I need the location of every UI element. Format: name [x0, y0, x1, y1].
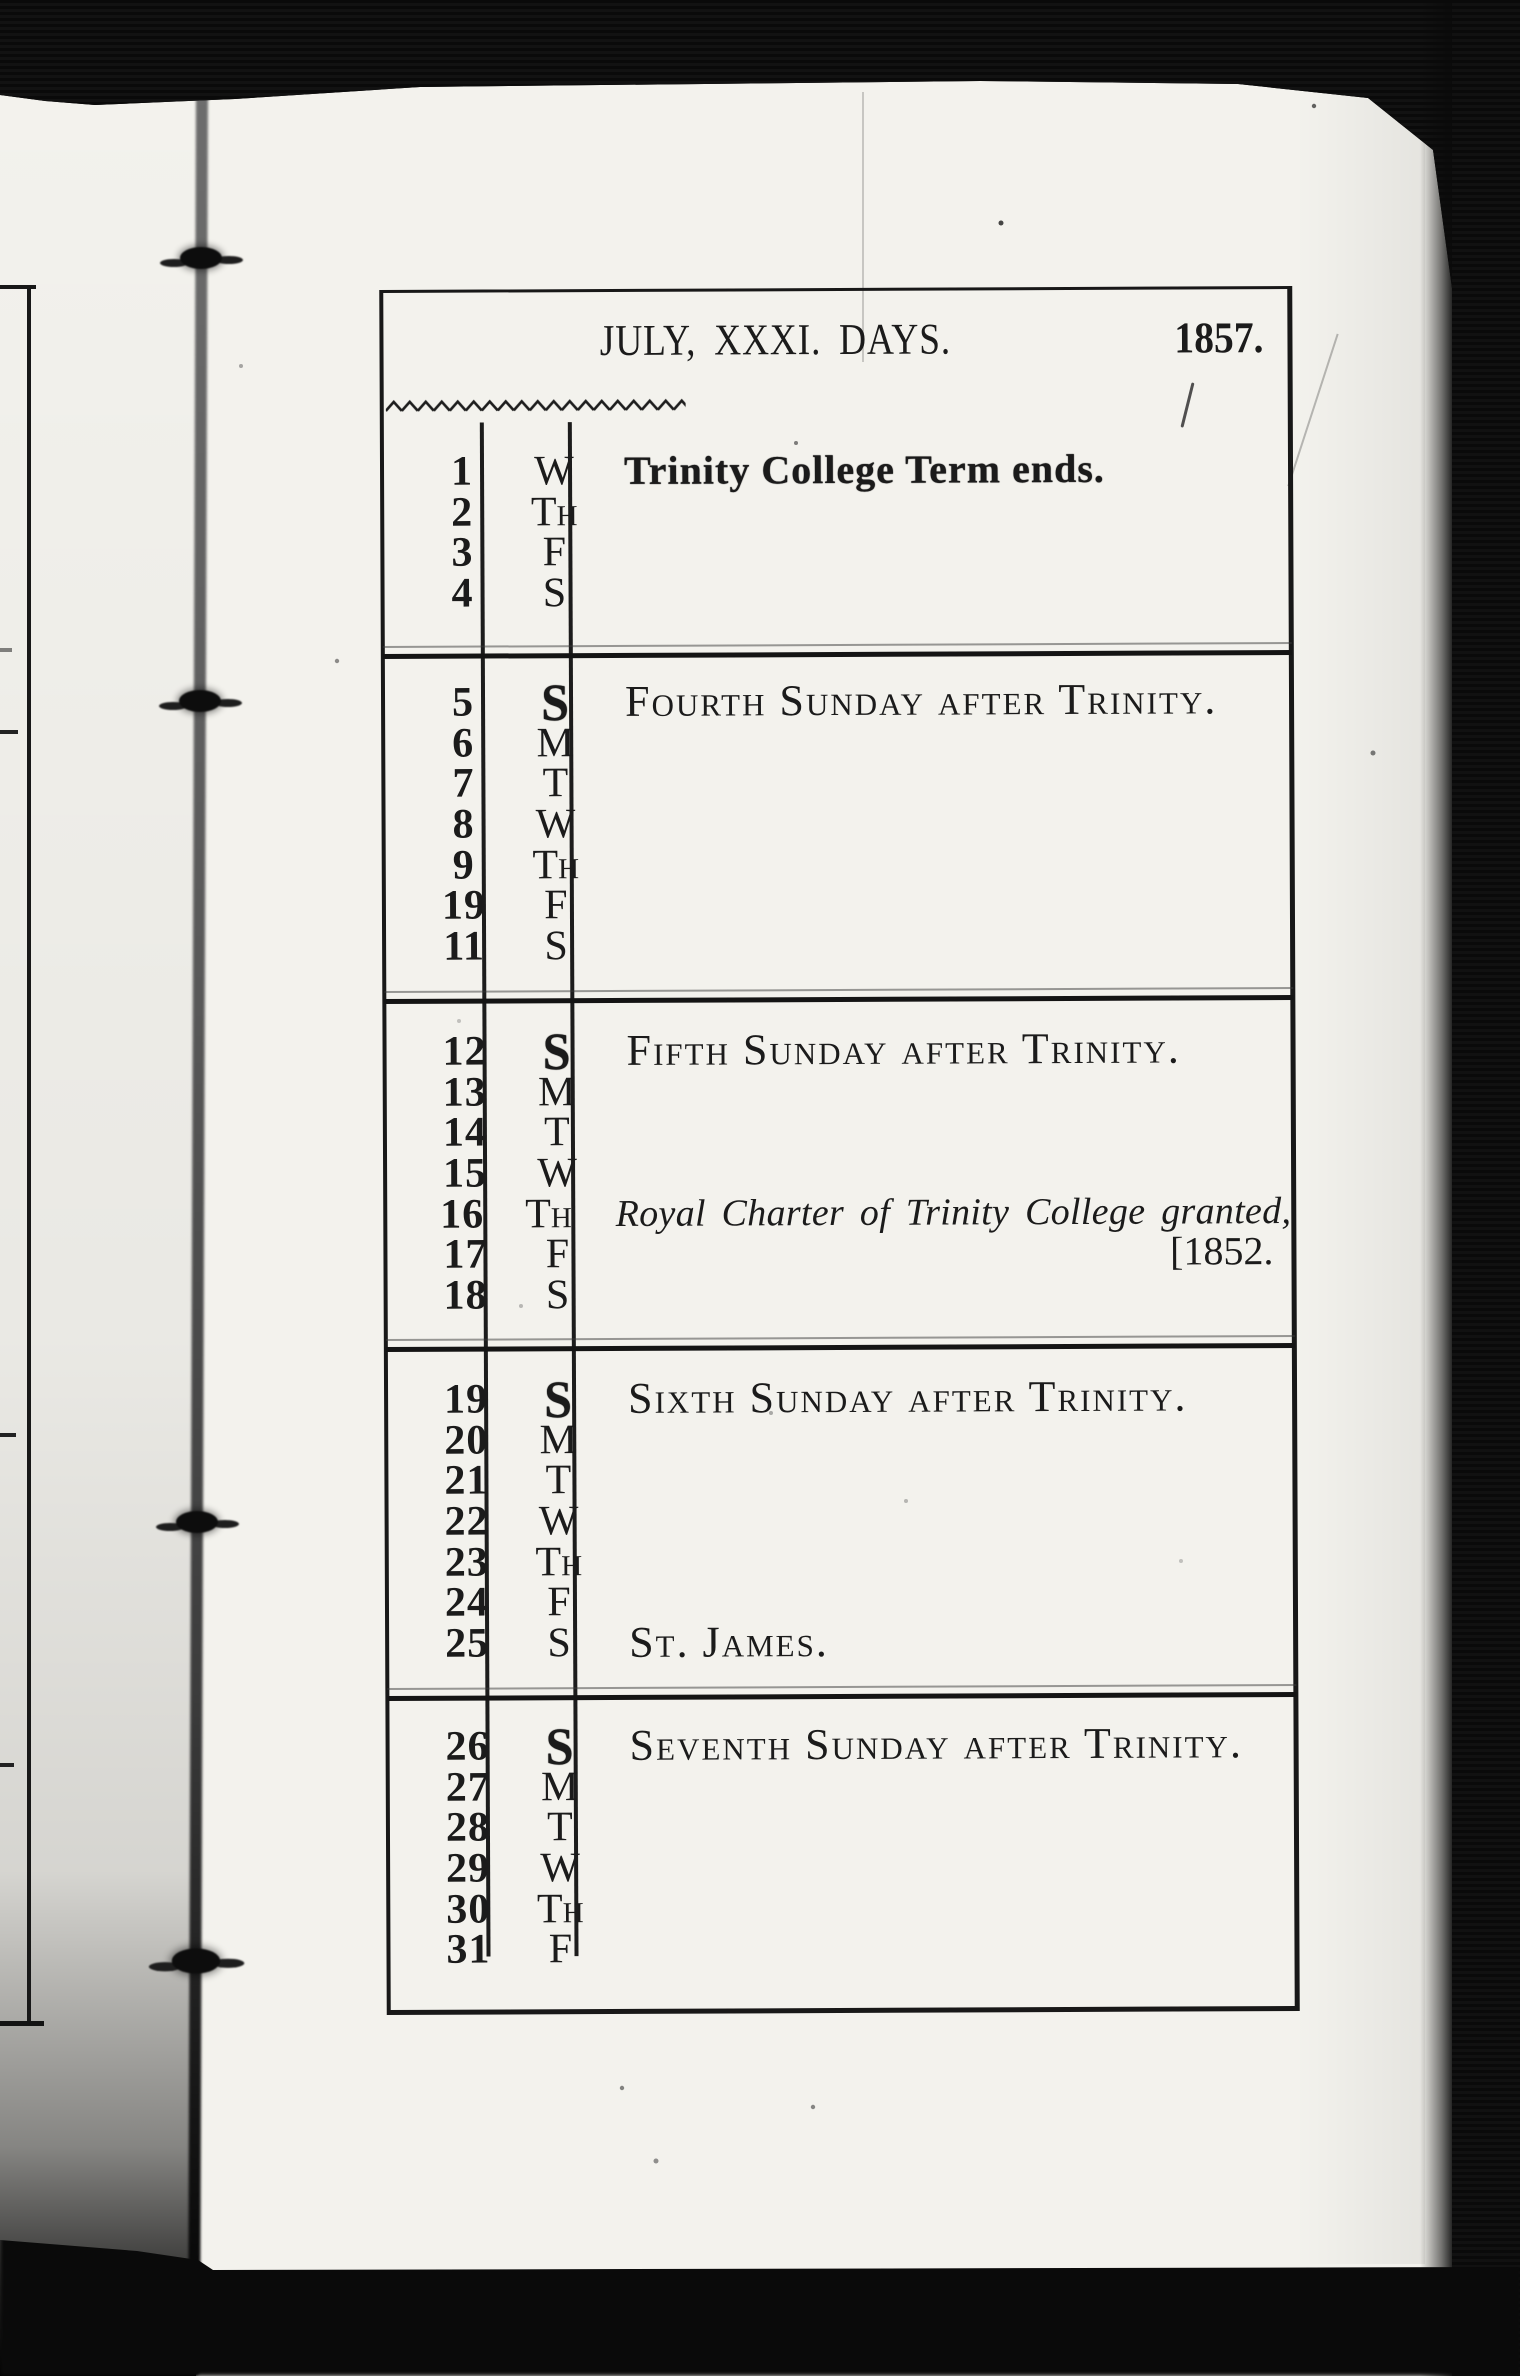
stitch-knot: [179, 690, 221, 712]
calendar-row: [387, 1228, 1291, 1278]
weekday-letter: Th: [535, 1538, 583, 1585]
date-number: 12: [442, 1028, 487, 1075]
date-number: 16: [440, 1191, 485, 1238]
day-note: [603, 1539, 1293, 1583]
day-note: [604, 1926, 1294, 1970]
day-note: [604, 1886, 1294, 1930]
year-label: 1857.: [1174, 313, 1264, 363]
day-note: [602, 1457, 1292, 1501]
day-note: Trinity College Term ends.: [623, 445, 1105, 493]
date-number: 24: [444, 1579, 490, 1626]
weekday-letter: W: [534, 448, 574, 495]
week-separator: [384, 995, 1293, 1004]
weekday-letter: S: [545, 1272, 570, 1319]
scan-right-edge-soft: [1420, 0, 1456, 2376]
week-separator: [386, 1343, 1295, 1352]
day-note: [600, 923, 1290, 967]
calendar-table: [379, 286, 1300, 2015]
calendar-row: [387, 1150, 1291, 1195]
weekday-letter: W: [538, 1498, 579, 1545]
calendar-row: [389, 1579, 1293, 1624]
day-note: [603, 1579, 1293, 1623]
calendar-row: [384, 489, 1288, 534]
day-note: [602, 1417, 1292, 1461]
date-number: 3: [451, 529, 474, 576]
date-number: 22: [444, 1498, 489, 1545]
weekday-letter: W: [535, 801, 576, 848]
weekday-letter: S: [547, 1620, 571, 1667]
facing-page-rule-top: [0, 285, 36, 289]
week-block-3: [386, 1021, 1292, 1319]
saint-day-note: St. James.: [629, 1616, 829, 1667]
date-number: 31: [446, 1926, 491, 1973]
weekday-letter: Th: [530, 488, 578, 535]
day-note: [601, 1109, 1291, 1153]
calendar-row: [388, 1272, 1292, 1317]
weekday-letter: T: [545, 1457, 572, 1504]
day-note: [599, 801, 1289, 845]
sunday-note: Fifth Sunday after Trinity.: [626, 1023, 1181, 1075]
calendar-row: [385, 672, 1289, 732]
calendar-row: [390, 1845, 1294, 1890]
weekday-letter: S: [544, 923, 568, 970]
weekday-letter: T: [543, 1109, 570, 1156]
day-note: [599, 760, 1289, 804]
date-number: 27: [445, 1764, 490, 1811]
weekday-letter: T: [547, 1804, 573, 1851]
calendar-row: [388, 1457, 1292, 1505]
sunday-note: Seventh Sunday after Trinity.: [629, 1718, 1243, 1770]
date-number: 20: [444, 1417, 489, 1464]
calendar-row: [386, 923, 1290, 968]
week-separator: [387, 1692, 1296, 1701]
stitch-knot: [172, 1948, 220, 1973]
date-number: 18: [443, 1272, 488, 1319]
date-number: 21: [444, 1457, 489, 1505]
calendar-row: [385, 760, 1289, 805]
calendar-row: [387, 1191, 1291, 1236]
date-number: 19: [443, 1376, 489, 1423]
sunday-note: Sixth Sunday after Trinity.: [627, 1371, 1188, 1423]
calendar-row: [390, 1764, 1294, 1809]
day-note: [598, 529, 1288, 573]
calendar-row: [390, 1804, 1294, 1852]
weekday-letter: W: [537, 1150, 578, 1197]
day-note: [601, 1069, 1291, 1113]
facing-page-rule-bottom: [0, 2021, 44, 2026]
facing-page-rule: [27, 286, 31, 2026]
week-block-4: [388, 1369, 1293, 1667]
weekday-letter: M: [536, 719, 574, 766]
facing-page-tick: [0, 648, 12, 652]
calendar-row: [389, 1616, 1293, 1667]
day-note: [598, 489, 1288, 533]
week-block-1: [384, 445, 1289, 617]
facing-page-tick: [0, 1433, 16, 1437]
calendar-row: [384, 445, 1288, 495]
date-number: 19: [441, 882, 487, 929]
date-number: 11: [443, 923, 486, 970]
weekday-letter: T: [542, 760, 569, 807]
facing-page-tick: [0, 730, 18, 734]
weekday-letter: M: [537, 1068, 576, 1115]
date-number: 2: [451, 489, 474, 536]
week-block-5: [390, 1716, 1295, 1973]
week-separator: [383, 650, 1292, 659]
scan-top-edge: [0, 0, 1520, 310]
calendar-row: [389, 1498, 1293, 1543]
calendar-row: [386, 842, 1290, 887]
calendar-row: [388, 1417, 1292, 1462]
weekday-letter: F: [542, 529, 567, 576]
sunday-note: Fourth Sunday after Trinity.: [624, 674, 1218, 726]
weekday-letter: F: [547, 1579, 571, 1626]
historical-note: Royal Charter of Trinity College granted,: [615, 1189, 1292, 1235]
weekday-letter: M: [539, 1416, 578, 1463]
scan-right-edge: [1452, 0, 1520, 2376]
day-note: [604, 1845, 1294, 1889]
date-number: 8: [452, 801, 475, 848]
calendar-row: [384, 529, 1288, 574]
sunday-letter: S: [541, 672, 570, 732]
day-note: [601, 1150, 1291, 1194]
sunday-letter: S: [544, 1369, 573, 1429]
date-number: 15: [442, 1150, 488, 1197]
day-note: [602, 1272, 1292, 1316]
facing-page-tick: [0, 1763, 14, 1767]
weekday-letter: M: [540, 1763, 579, 1810]
weekday-letter: F: [548, 1926, 573, 1973]
calendar-row: [390, 1716, 1294, 1776]
date-number: 7: [452, 760, 475, 807]
week-block-2: [385, 672, 1290, 970]
stitch-knot: [176, 1511, 218, 1533]
date-number: 9: [452, 842, 475, 889]
date-number: 28: [445, 1804, 491, 1852]
sunday-letter: S: [542, 1021, 571, 1081]
weekday-letter: W: [540, 1845, 581, 1892]
date-number: 4: [451, 570, 474, 617]
month-title: JULY, XXXI. DAYS.: [599, 314, 952, 366]
date-number: 23: [444, 1539, 489, 1586]
day-note: [598, 570, 1288, 614]
day-note: [600, 842, 1290, 886]
date-number: 1: [450, 448, 474, 495]
weekday-letter: F: [544, 882, 568, 929]
date-number: 13: [442, 1069, 487, 1116]
weekday-letter: Th: [532, 841, 580, 888]
weekday-letter: S: [542, 570, 567, 617]
scan-bottom-edge: [0, 2225, 1520, 2376]
weekday-letter: Th: [536, 1885, 584, 1932]
day-note: [604, 1804, 1294, 1848]
calendar-row: [389, 1539, 1293, 1584]
day-note: [599, 720, 1289, 764]
sunday-letter: S: [545, 1716, 574, 1776]
date-number: 26: [445, 1723, 490, 1770]
calendar-row: [388, 1369, 1292, 1429]
date-number: 30: [446, 1886, 491, 1933]
day-note: [604, 1764, 1294, 1808]
calendar-row: [390, 1926, 1294, 1971]
date-number: 6: [452, 720, 475, 767]
calendar-row: [385, 801, 1289, 846]
calendar-row: [386, 1021, 1290, 1081]
date-number: 14: [442, 1109, 488, 1157]
paper-shading: [1295, 84, 1425, 2264]
day-note: [600, 882, 1290, 926]
calendar-row: [387, 1109, 1291, 1157]
stitch-knot: [180, 247, 222, 269]
weekday-letter: Th: [525, 1190, 572, 1237]
calendar-row: [385, 720, 1289, 765]
calendar-row: [384, 570, 1288, 615]
calendar-row: [390, 1886, 1294, 1931]
weekday-letter: F: [545, 1231, 570, 1278]
date-number: 25: [445, 1620, 490, 1667]
date-number: 17: [443, 1231, 488, 1278]
calendar-row: [386, 882, 1290, 927]
calendar-row: [387, 1069, 1291, 1114]
day-note: [603, 1498, 1293, 1542]
wavy-rule: [386, 397, 686, 415]
date-number: 5: [451, 679, 475, 726]
date-number: 29: [446, 1845, 491, 1892]
historical-note-year: [1852.: [1170, 1228, 1274, 1274]
